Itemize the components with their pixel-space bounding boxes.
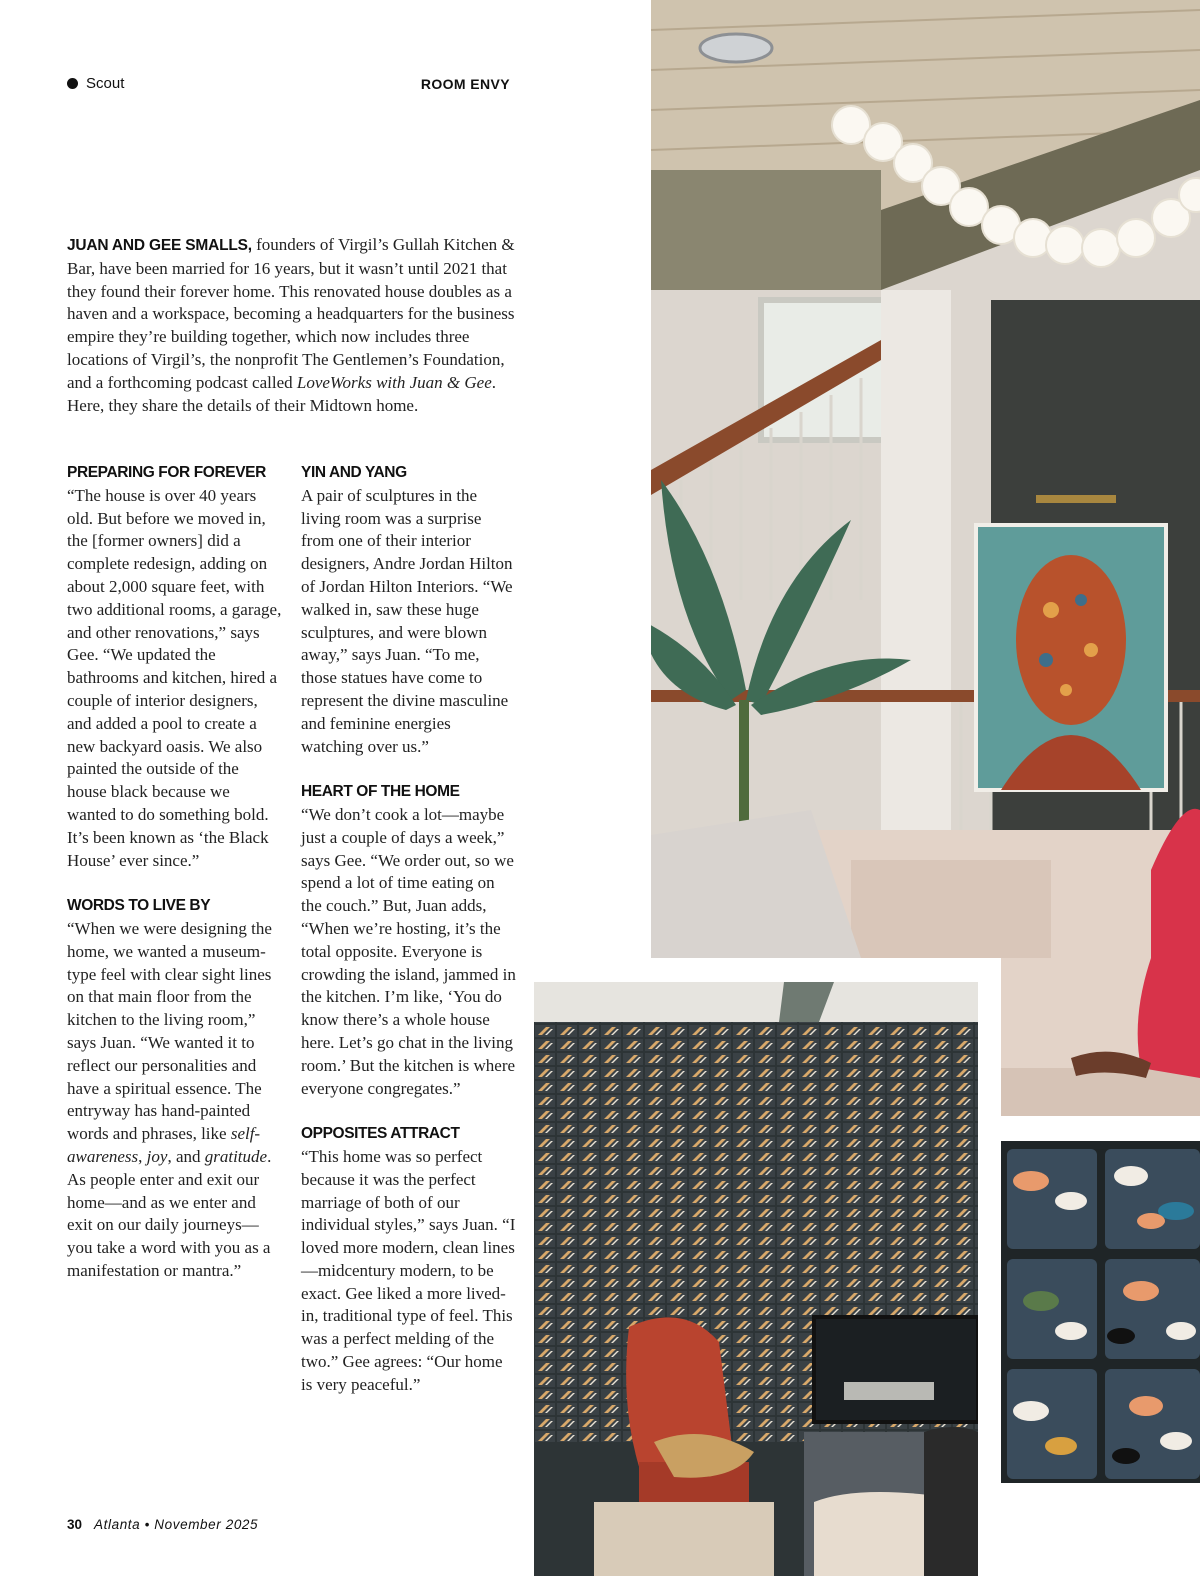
podcast-title: LoveWorks with Juan & Gee: [296, 372, 492, 392]
section-heading: HEART OF THE HOME: [301, 783, 460, 801]
intro-lead: JUAN AND GEE SMALLS,: [67, 237, 252, 254]
living-room-photo: [651, 0, 1200, 958]
folio: [67, 1517, 258, 1532]
section-body: “We don’t cook a lot—maybe just a couple of days a week,” says Gee. “We order out, so we spend a lot of time eating on the couch.” But, Juan adds, “When we’re hosting, it’s the total opposite. Everyone is crowding the island, jammed in the kitchen. I’m like, ‘You do know there’s a whole house here. Let’s go chat in the living room.’ But the kitchen is where everyone congregates.”: [301, 804, 516, 1098]
section-heading: OPPOSITES ATTRACT: [301, 1125, 460, 1143]
couch-photo-strip: [1001, 958, 1200, 1116]
italic-word: gratitude: [204, 1146, 268, 1166]
body-text: “When we were designing the home, we wanted a museum-type feel with clear sight lines on that main floor from the kitchen to the living room,” says Juan. “We wanted it to reflect our personalities and have a spiritual essence. The entryway has hand-painted words and phrases, like: [67, 918, 272, 1144]
tile-detail-photo: [1001, 1141, 1200, 1483]
section-label: Scout: [86, 75, 125, 92]
page-number: 30: [67, 1517, 83, 1532]
section-body: “The house is over 40 years old. But before we moved in, the [former owners] did a complete redesign, adding on about 2,000 square feet, with two additional rooms, a garage, and other renovations,” says Gee. “We updated the bathrooms and kitchen, hired a couple of interior designers, and added a pool to create a new backyard oasis. We also painted the outside of the house black because we wanted to do something bold. It’s been known as ‘the Black House’ ever since.”: [67, 485, 282, 870]
body-text: , and: [167, 1146, 205, 1166]
text-column-left: [67, 462, 282, 1283]
section-preparing: [67, 462, 282, 872]
italic-word: self-awareness: [67, 1124, 261, 1166]
intro-text-1: founders of Virgil’s Gullah Kitchen & Bar, have been married for 16 years, but it wasn’t until 2021 that they found their forever home. This renovated house doubles as a haven and a workspace, becoming a headquarters for the business empire they’re building together, which now includes three locations of Virgil’s, the nonprofit The Gentlemen’s Foundation, and a forthcoming podcast called: [67, 235, 515, 392]
section-body: [67, 918, 282, 1283]
body-text: ,: [138, 1146, 147, 1166]
section-tag: [67, 75, 124, 92]
section-body: A pair of sculptures in the living room was a surprise from one of their interior designers, Andre Jordan Hilton of Jordan Hilton Interiors. “We walked in, saw these huge sculptures, and were blown away,” says Juan. “To me, those statues have come to represent the divine masculine and feminine energies watching over us.”: [301, 485, 513, 756]
fireplace-photo: [534, 982, 978, 1576]
section-heading: WORDS TO LIVE BY: [67, 897, 211, 915]
department-label: ROOM ENVY: [420, 76, 510, 92]
section-opposites: [301, 1123, 516, 1397]
intro-paragraph: [67, 234, 517, 417]
bullet-icon: [67, 78, 78, 89]
italic-word: joy: [146, 1146, 168, 1166]
section-yin-yang: [301, 462, 516, 758]
body-text: . As people enter and exit our home—and as we enter and exit on our daily journeys—you take a word with you as a manifestation or mantra.”: [67, 1146, 272, 1280]
section-heading: PREPARING FOR FOREVER: [67, 464, 266, 481]
intro-text-2: . Here, they share the details of their Midtown home.: [67, 372, 496, 415]
magazine-issue: Atlanta • November 2025: [94, 1517, 259, 1532]
text-column-right: [301, 462, 516, 1397]
section-body: “This home was so perfect because it was the perfect marriage of both of our individual styles,” says Juan. “I loved more modern, clean lines—midcentury modern, to be exact. Gee liked a more lived-in, traditional type of feel. This was a perfect melding of the two.” Gee agrees: “Our home is very peaceful.”: [301, 1146, 516, 1394]
section-heading: YIN AND YANG: [301, 464, 407, 481]
section-words: [67, 895, 282, 1283]
section-heart: [301, 781, 516, 1100]
